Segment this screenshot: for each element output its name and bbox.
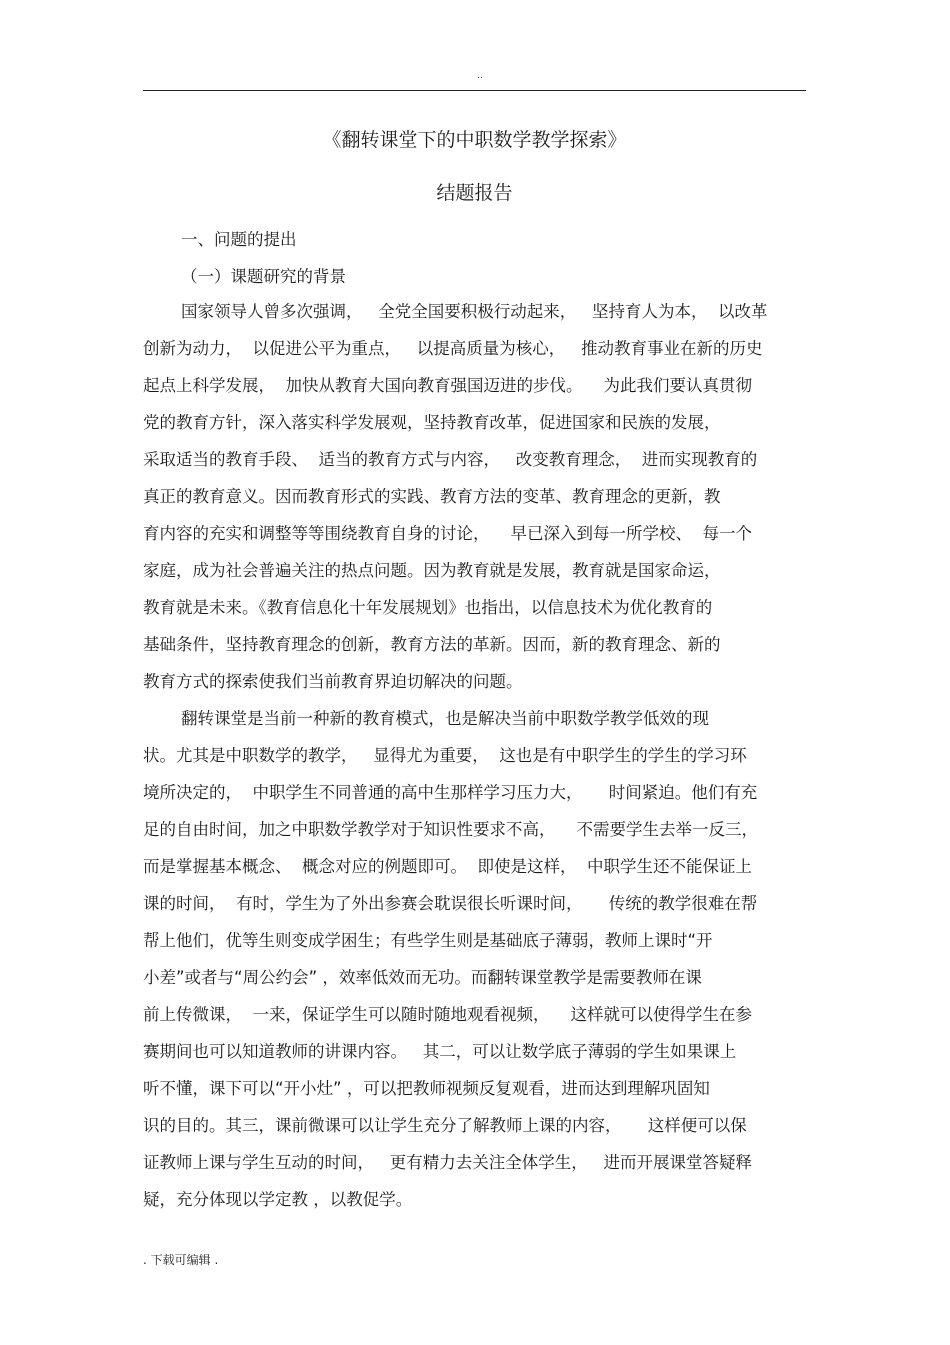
document-subtitle: 结题报告 [436,182,513,204]
paragraph2-line: 赛期间也可以知道教师的讲课内容。 其二，可以让数学底子薄弱的学生如果课上 [143,1042,737,1061]
subsection-heading: （一）课题研究的背景 [181,267,346,286]
paragraph2-line: 前上传微课， 一来，保证学生可以随时随地观看视频， 这样就可以使得学生在参 [143,1005,752,1024]
paragraph2-line: 识的目的。其三，课前微课可以让学生充分了解教师上课的内容， 这样便可以保 [143,1116,747,1135]
paragraph1-line: 育内容的充实和调整等等围绕教育自身的讨论， 早已深入到每一所学校、 每一个 [143,524,752,543]
paragraph2-line: 足的自由时间，加之中职数学教学对于知识性要求不高， 不需要学生去举一反三， [143,820,758,839]
paragraph2-line: 小差”或者与“周公约会” ，效率低效而无功。而翻转课堂教学是需要教师在课 [143,968,702,987]
document-title: 《翻转课堂下的中职数学教学探索》 [322,129,627,151]
paragraph1-line: 真正的教育意义。因而教育形式的实践、教育方法的变革、教育理念的更新，教 [143,487,721,506]
paragraph1-line: 教育方式的探索使我们当前教育界迫切解决的问题。 [143,672,523,691]
paragraph1-line: 采取适当的教育手段、 适当的教育方式与内容， 改变教育理念， 进而实现教育的 [143,450,758,469]
paragraph1-line: 国家领导人曾多次强调， 全党全国要积极行动起来， 坚持育人为本， 以改革 [181,302,768,321]
paragraph1-line: 创新为动力， 以促进公平为重点， 以提高质量为核心， 推动教育事业在新的历史 [143,339,763,358]
paragraph2-line: 帮上他们，优等生则变成学困生；有些学生则是基础底子薄弱，教师上课时“开 [143,931,713,950]
paragraph1-line: 家庭，成为社会普遍关注的热点问题。因为教育就是发展，教育就是国家命运， [143,561,721,580]
paragraph2-line: 而是掌握基本概念、 概念对应的例题即可。 即使是这样， 中职学生还不能保证上 [143,857,752,876]
paragraph2-line: 翻转课堂是当前一种新的教育模式，也是解决当前中职数学教学低效的现 [181,709,709,728]
paragraph1-line: 起点上科学发展， 加快从教育大国向教育强国迈进的步伐。 为此我们要认真贯彻 [143,376,752,395]
page-footer: . 下载可编辑 . [143,1253,219,1267]
header-rule [143,90,806,91]
paragraph2-line: 证教师上课与学生互动的时间， 更有精力去关注全体学生， 进而开展课堂答疑释 [143,1153,752,1172]
paragraph1-line: 教育就是未来。《教育信息化十年发展规划》也指出，以信息技术为优化教育的 [143,598,713,617]
paragraph2-line: 境所决定的， 中职学生不同普通的高中生那样学习压力大， 时间紧迫。他们有充 [143,783,758,802]
paragraph2-line: 状。尤其是中职数学的教学， 显得尤为重要， 这也是有中职学生的学生的学习环 [143,746,747,765]
paragraph2-line: 听不懂，课下可以“开小灶” ，可以把教师视频反复观看，进而达到理解巩固知 [143,1079,710,1098]
paragraph1-line: 基础条件，坚持教育理念的创新，教育方法的革新。因而，新的教育理念、新的 [143,635,721,654]
paragraph2-line: 疑，充分体现以学定教 ，以教促学。 [143,1190,413,1209]
paragraph1-line: 党的教育方针，深入落实科学发展观，坚持教育改革，促进国家和民族的发展， [143,413,721,432]
paragraph2-line: 课的时间， 有时，学生为了外出参赛会耽误很长听课时间， 传统的教学很难在帮 [143,894,758,913]
header-mark: .. [476,70,484,81]
section-heading: 一、问题的提出 [181,230,297,249]
